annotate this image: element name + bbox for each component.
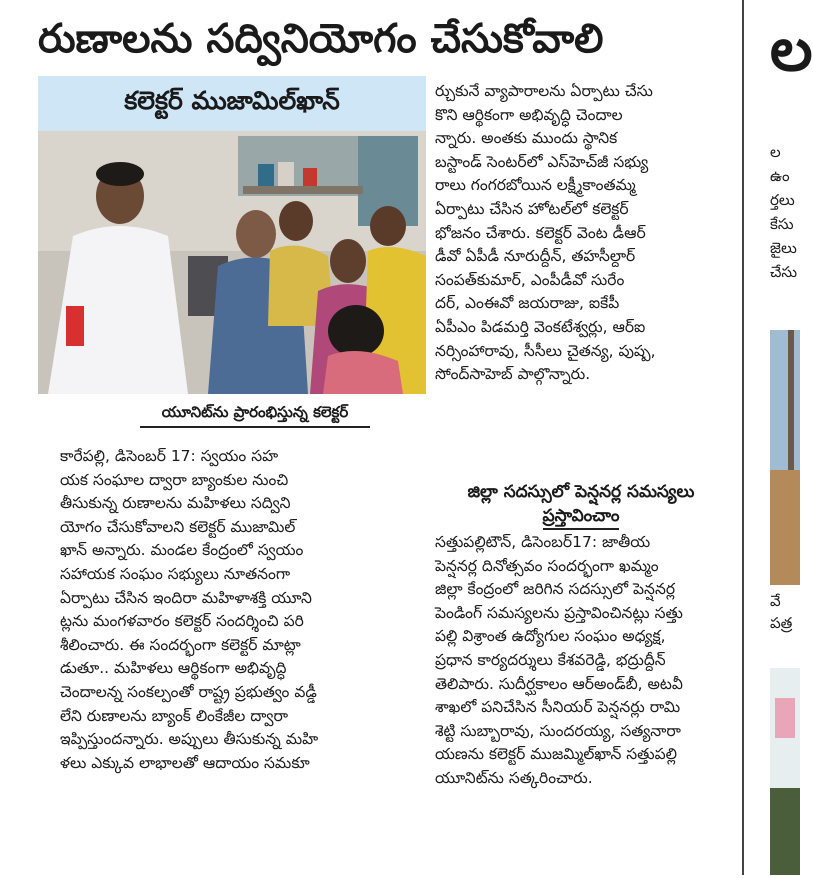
article1-line: చెందాలన్న సంకల్పంతో రాష్ట్ర ప్రభుత్వం వడ్డీ [60, 682, 317, 701]
adjacent-article-line: ర్తలు [770, 191, 795, 209]
adjacent-article-line: ల [770, 143, 781, 161]
article1-line: తీసుకున్న రుణాలను మహిళలు సద్విని [60, 494, 291, 513]
article2-line: శెట్టి సుబ్బారావు, సుందరయ్య, సత్యనారా [435, 721, 681, 740]
article1-line: ఇప్పిస్తుందన్నారు. అప్పులు తీసుకున్న మహి [60, 730, 319, 749]
adjacent-caption-line: పత్ర [770, 614, 793, 632]
article2-headline-line2: ప్రస్తావించాం [543, 504, 620, 530]
article2-body [435, 531, 735, 791]
article1-cont-line: సంపత్‌కుమార్, ఎంపీడీవో సురేం [435, 270, 625, 289]
article1-line: ఏర్పాటు చేసిన ఇందిరా మహిళాశక్తి యూని [60, 588, 312, 607]
article1-line: ళలు ఎక్కువ లాభాలతో ఆదాయం సమకూ [60, 753, 310, 772]
article1-body [60, 445, 410, 775]
article1-cont-line: ఏపీఎం పిడమర్తి వెంకటేశ్వర్లు, ఆర్‌ఐ [435, 317, 646, 336]
article1-line: యోగం చేసుకోవాలని కలెక్టర్ ముజామిల్ [60, 517, 296, 536]
article2-line: యణను కలెక్టర్ ముజమ్మిల్‌ఖాన్ సత్తుపల్లి [435, 745, 677, 764]
article2-line: యూనిట్‌ను సత్కరించారు. [435, 768, 593, 787]
article1-cont-line: భోజనం చేశారు. కలెక్టర్ వెంట డీఆర్ [435, 223, 646, 242]
adjacent-article-line: చేసు [770, 263, 798, 281]
article1-line: కారేపల్లి, డిసెంబర్ 17: స్వయం సహ [60, 447, 279, 465]
article2-line: పెన్షనర్ల దినోత్సవం సందర్భంగా ఖమ్మం [435, 556, 659, 575]
article1-line: ఖాన్ అన్నారు. మండల కేంద్రంలో స్వయం [60, 541, 304, 560]
article1-line: యక సంఘాల ద్వారా బ్యాంకుల నుంచి [60, 470, 289, 489]
adjacent-article-photo [770, 330, 800, 585]
article1-cont-line: దర్, ఎంఈవో జయరాజు, ఐకేపీ [435, 294, 620, 313]
column-divider [742, 0, 744, 875]
article1-cont-line: నర్సింహారావు, సీసీలు చైతన్య, పుష్ప, [435, 341, 656, 360]
article2-line: ప్రధాన కార్యదర్శులు కేశవరెడ్డి, భద్రుద్దీన్ [435, 650, 666, 669]
article1-cont-line: ర్చుకునే వ్యాపారాలను ఏర్పాటు చేసు [435, 82, 653, 100]
article1-continuation [435, 80, 735, 387]
headline: రుణాలను సద్వినియోగం చేసుకోవాలి [38, 16, 604, 62]
adjacent-article-line: కేసు [770, 215, 794, 233]
article1-cont-line: ఏర్పాటు చేసిన హోటల్‌లో కలెక్టర్ [435, 199, 629, 218]
article2-line: జిల్లా కేంద్రంలో జరిగిన సదస్సులో పెన్షనర్ల [435, 580, 676, 599]
photo-caption: యూనిట్‌ను ప్రారంభిస్తున్న కలెక్టర్ [140, 398, 370, 428]
adjacent-article-text [770, 140, 800, 284]
article1-cont-line: కొని ఆర్థికంగా అభివృద్ధి చెందాల [435, 105, 623, 124]
article1-cont-line: డీవో ఏపీడీ నూరుద్దీన్, తహసీల్దార్ [435, 247, 636, 266]
article1-cont-line: సోంద్‌సాహెబ్ పాల్గొన్నారు. [435, 365, 591, 384]
article2-line: తెలిపారు. సుదీర్ఘకాలం ఆర్‌అండ్‌బీ, అటవీ [435, 674, 683, 693]
article2-line: పెండింగ్ సమస్యలను ప్రస్తావించినట్లు సత్తు [435, 603, 683, 622]
adjacent-article-line: జైలు [770, 239, 797, 257]
article2-headline [420, 480, 742, 530]
photo-banner: కలెక్టర్ ముజామిల్‌ఖాన్ [38, 76, 426, 131]
article2-headline-line1: జిల్లా సదస్సులో పెన్షనర్ల సమస్యలు [467, 482, 695, 502]
adjacent-article-photo-2 [770, 668, 800, 875]
article1-line: లేని రుణాలను బ్యాంక్ లింకేజీల ద్వారా [60, 706, 288, 725]
article2-line: సత్తుపల్లిటౌన్, డిసెంబర్17: జాతీయ [435, 533, 651, 551]
adjacent-photo-caption [770, 590, 800, 634]
article1-cont-line: న్నారు. అంతకు ముందు స్థానిక [435, 129, 618, 148]
article1-line: ట్లను మంగళవారం కలెక్టర్ సందర్శించి పరి [60, 612, 304, 631]
article1-line: డుతూ.. మహిళలు ఆర్థికంగా అభివృద్ధి [60, 659, 287, 678]
adjacent-article-headline: ల [770, 15, 813, 85]
article1-cont-line: బస్టాండ్ సెంటర్‌లో ఎస్‌హెచ్‌జీ సభ్యు [435, 152, 649, 171]
adjacent-caption-line: వే [770, 592, 781, 610]
article1-cont-line: రాలు గంగరబోయిన లక్ష్మీకాంతమ్మ [435, 176, 636, 195]
adjacent-article-line: ఉం [770, 167, 790, 185]
article1-line: సహాయక సంఘం సభ్యులు నూతనంగా [60, 564, 291, 583]
article2-line: పల్లి విశ్రాంత ఉద్యోగుల సంఘం అధ్యక్ష, [435, 627, 666, 646]
article2-line: శాఖలో పనిచేసిన సీనియర్ పెన్షనర్లు రామి [435, 698, 681, 717]
article1-line: శీలించారు. ఈ సందర్భంగా కలెక్టర్ మాట్లా [60, 635, 301, 654]
